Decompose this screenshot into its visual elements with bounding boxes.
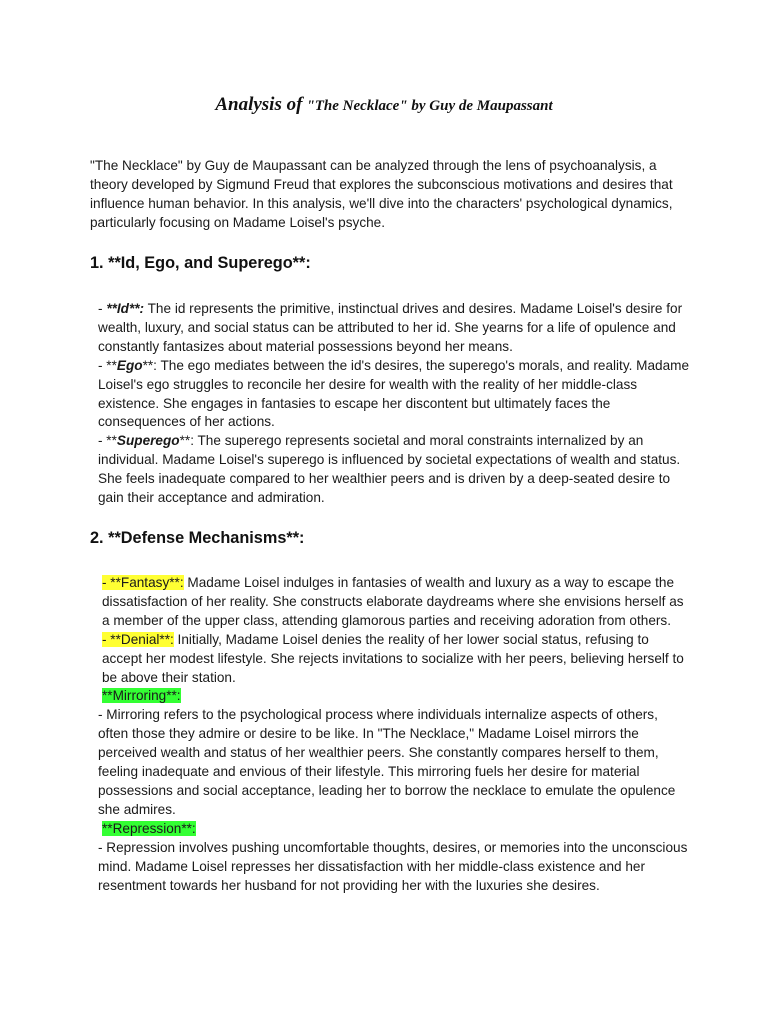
label-repression: **Repression**: — [102, 820, 196, 836]
list-item-repression: - Repression involves pushing uncomfortable thoughts, desires, or memories into the unconscious mind. Madame Loisel represses her dissatisfaction with her middle-class existence and her resentment towards her husband for not providing her with the luxuries she desires. — [98, 839, 688, 893]
section-id-ego-superego — [90, 300, 690, 508]
label-fantasy: - **Fantasy**: — [102, 575, 184, 590]
term-ego: Ego — [116, 357, 143, 373]
list-item-id: - **Id**: The id represents the primitive, instinctual drives and desires. Madame Loisel's desire for wealth, luxury, and social status can be attributed to her id. She yearns for a life of opulence and constantly fantasizes about material possessions beyond her means. — [98, 301, 683, 354]
label-mirroring-line — [90, 687, 690, 706]
term-superego: Superego — [116, 433, 180, 449]
label-mirroring: **Mirroring**: — [102, 688, 181, 704]
label-repression-line — [90, 820, 690, 839]
list-item-denial: - **Denial**: Initially, Madame Loisel denies the reality of her lower social status, refusing to accept her modest lifestyle. She rejects invitations to socialize with her peers, believing herself to be above their station. — [102, 631, 684, 685]
term-id: **Id**: — [106, 301, 145, 316]
intro-text: "The Necklace" by Guy de Maupassant can be analyzed through the lens of psychoanalysis, a theory developed by Sigmund Freud that explores the subconscious motivations and desires that influence human behavior. In this analysis, we'll dive into the characters' psychological dynamics, particularly focusing on Madame Loisel's psyche. — [90, 158, 673, 230]
title-sub: "The Necklace" by Guy de Maupassant — [306, 98, 553, 114]
list-item-mirroring: - Mirroring refers to the psychological process where individuals internalize aspects of others, often those they admire or desire to be like. In "The Necklace," Madame Loisel mirrors the perceived wealth and status of her wealthier peers. She constantly compares herself to them, feeling inadequate and envious of their lifestyle. This mirroring fuels her desire for material possessions and social acceptance, leading her to borrow the necklace to emulate the opulence she admires. — [98, 707, 676, 817]
section-defense-mechanisms — [90, 574, 690, 895]
section-heading-defense-mechanisms: 2. **Defense Mechanisms**: — [90, 529, 305, 547]
list-item-ego: - **Ego**: The ego mediates between the id's desires, the superego's morals, and reality. Madame Loisel's ego struggles to reconcile her desire for wealth with the reality of her middle-class existence. She engages in fantasies to escape her discontent but ultimately faces the consequences of her actions. — [98, 357, 690, 430]
title-main: Analysis of — [215, 94, 303, 115]
section-heading-id-ego-superego: 1. **Id, Ego, and Superego**: — [90, 254, 311, 272]
document-title — [0, 94, 768, 116]
label-denial: - **Denial**: — [102, 631, 174, 647]
list-item-superego: - **Superego**: The superego represents societal and moral constraints internalized by an individual. Madame Loisel's superego is influenced by societal expectations of wealth and status. She feels inadequate compared to her wealthier peers and is driven by a deep-seated desire to gain their acceptance and admiration. — [98, 433, 681, 506]
list-item-fantasy: - **Fantasy**: Madame Loisel indulges in fantasies of wealth and luxury as a way to escape the dissatisfaction of her reality. She constructs elaborate daydreams where she envisions herself as a member of the upper class, attending glamorous parties and receiving adoration from others. — [102, 575, 684, 628]
intro-paragraph — [90, 157, 690, 233]
